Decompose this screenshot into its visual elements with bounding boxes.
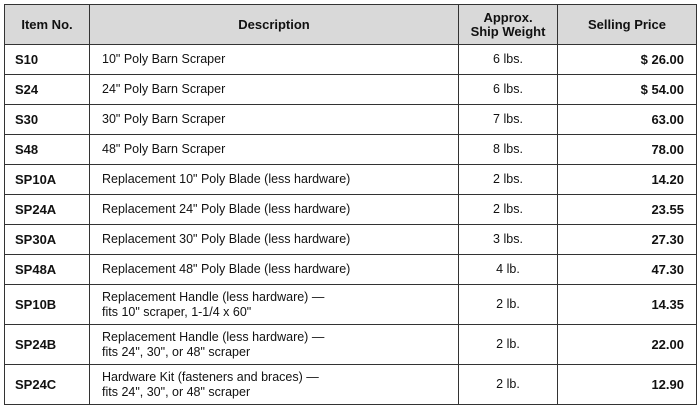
table-row: [5, 325, 697, 365]
table-row: [5, 165, 697, 195]
item-number-cell: SP24A: [5, 195, 90, 225]
description-line1: Hardware Kit (fasteners and braces) —: [102, 369, 319, 384]
header-ship-weight-line1: Approx.: [483, 9, 533, 25]
selling-price-cell: 14.35: [558, 285, 697, 325]
table-row: [5, 75, 697, 105]
item-number-cell: S30: [5, 105, 90, 135]
ship-weight-cell: 7 lbs.: [459, 105, 558, 135]
header-selling-price: Selling Price: [558, 5, 697, 45]
item-number-cell: SP10A: [5, 165, 90, 195]
table-row: [5, 285, 697, 325]
ship-weight-cell: 6 lbs.: [459, 45, 558, 75]
selling-price-cell: 23.55: [558, 195, 697, 225]
description-line1: Replacement 24" Poly Blade (less hardware): [102, 202, 351, 216]
description-cell: [90, 225, 459, 255]
description-line1: Replacement Handle (less hardware) —: [102, 289, 325, 304]
table-row: [5, 225, 697, 255]
ship-weight-cell: 4 lb.: [459, 255, 558, 285]
table-row: [5, 365, 697, 405]
table-header: [5, 5, 697, 45]
description-cell: [90, 255, 459, 285]
description-cell: [90, 75, 459, 105]
item-number-cell: S10: [5, 45, 90, 75]
item-number-cell: S48: [5, 135, 90, 165]
ship-weight-cell: 2 lbs.: [459, 195, 558, 225]
ship-weight-cell: 3 lbs.: [459, 225, 558, 255]
description-cell: [90, 195, 459, 225]
selling-price-cell: 14.20: [558, 165, 697, 195]
table-row: [5, 255, 697, 285]
description-cell: [90, 45, 459, 75]
selling-price-cell: 22.00: [558, 325, 697, 365]
item-number-cell: SP48A: [5, 255, 90, 285]
header-item-no: Item No.: [5, 5, 90, 45]
selling-price-cell: 47.30: [558, 255, 697, 285]
header-ship-weight: [459, 5, 558, 45]
table-row: [5, 135, 697, 165]
description-line1: 10" Poly Barn Scraper: [102, 52, 226, 66]
description-line1: 24" Poly Barn Scraper: [102, 82, 226, 96]
description-cell: [90, 105, 459, 135]
item-number-cell: SP30A: [5, 225, 90, 255]
table-row: [5, 105, 697, 135]
price-table-container: [4, 4, 696, 410]
selling-price-cell: $ 26.00: [558, 45, 697, 75]
ship-weight-cell: 6 lbs.: [459, 75, 558, 105]
ship-weight-cell: 2 lb.: [459, 325, 558, 365]
selling-price-cell: $ 54.00: [558, 75, 697, 105]
price-table: [4, 4, 697, 405]
description-cell: [90, 325, 459, 365]
item-number-cell: S24: [5, 75, 90, 105]
description-cell: [90, 285, 459, 325]
header-ship-weight-line2: Ship Weight: [470, 23, 546, 39]
selling-price-cell: 78.00: [558, 135, 697, 165]
ship-weight-cell: 2 lbs.: [459, 165, 558, 195]
description-line1: 30" Poly Barn Scraper: [102, 112, 226, 126]
description-line1: Replacement 48" Poly Blade (less hardware): [102, 262, 351, 276]
selling-price-cell: 63.00: [558, 105, 697, 135]
item-number-cell: SP24B: [5, 325, 90, 365]
description-line2: fits 24", 30", or 48" scraper: [102, 384, 251, 399]
header-row: [5, 5, 697, 45]
description-line2: fits 24", 30", or 48" scraper: [102, 344, 251, 359]
description-line1: Replacement 10" Poly Blade (less hardware): [102, 172, 351, 186]
item-number-cell: SP10B: [5, 285, 90, 325]
header-description: Description: [90, 5, 459, 45]
description-line1: Replacement 30" Poly Blade (less hardware): [102, 232, 351, 246]
description-cell: [90, 135, 459, 165]
description-cell: [90, 165, 459, 195]
description-line2: fits 10" scraper, 1-1/4 x 60": [102, 304, 252, 319]
ship-weight-cell: 2 lb.: [459, 365, 558, 405]
ship-weight-cell: 8 lbs.: [459, 135, 558, 165]
description-cell: [90, 365, 459, 405]
selling-price-cell: 27.30: [558, 225, 697, 255]
table-body: [5, 45, 697, 405]
description-line1: Replacement Handle (less hardware) —: [102, 329, 325, 344]
description-line1: 48" Poly Barn Scraper: [102, 142, 226, 156]
ship-weight-cell: 2 lb.: [459, 285, 558, 325]
table-row: [5, 45, 697, 75]
item-number-cell: SP24C: [5, 365, 90, 405]
table-row: [5, 195, 697, 225]
selling-price-cell: 12.90: [558, 365, 697, 405]
